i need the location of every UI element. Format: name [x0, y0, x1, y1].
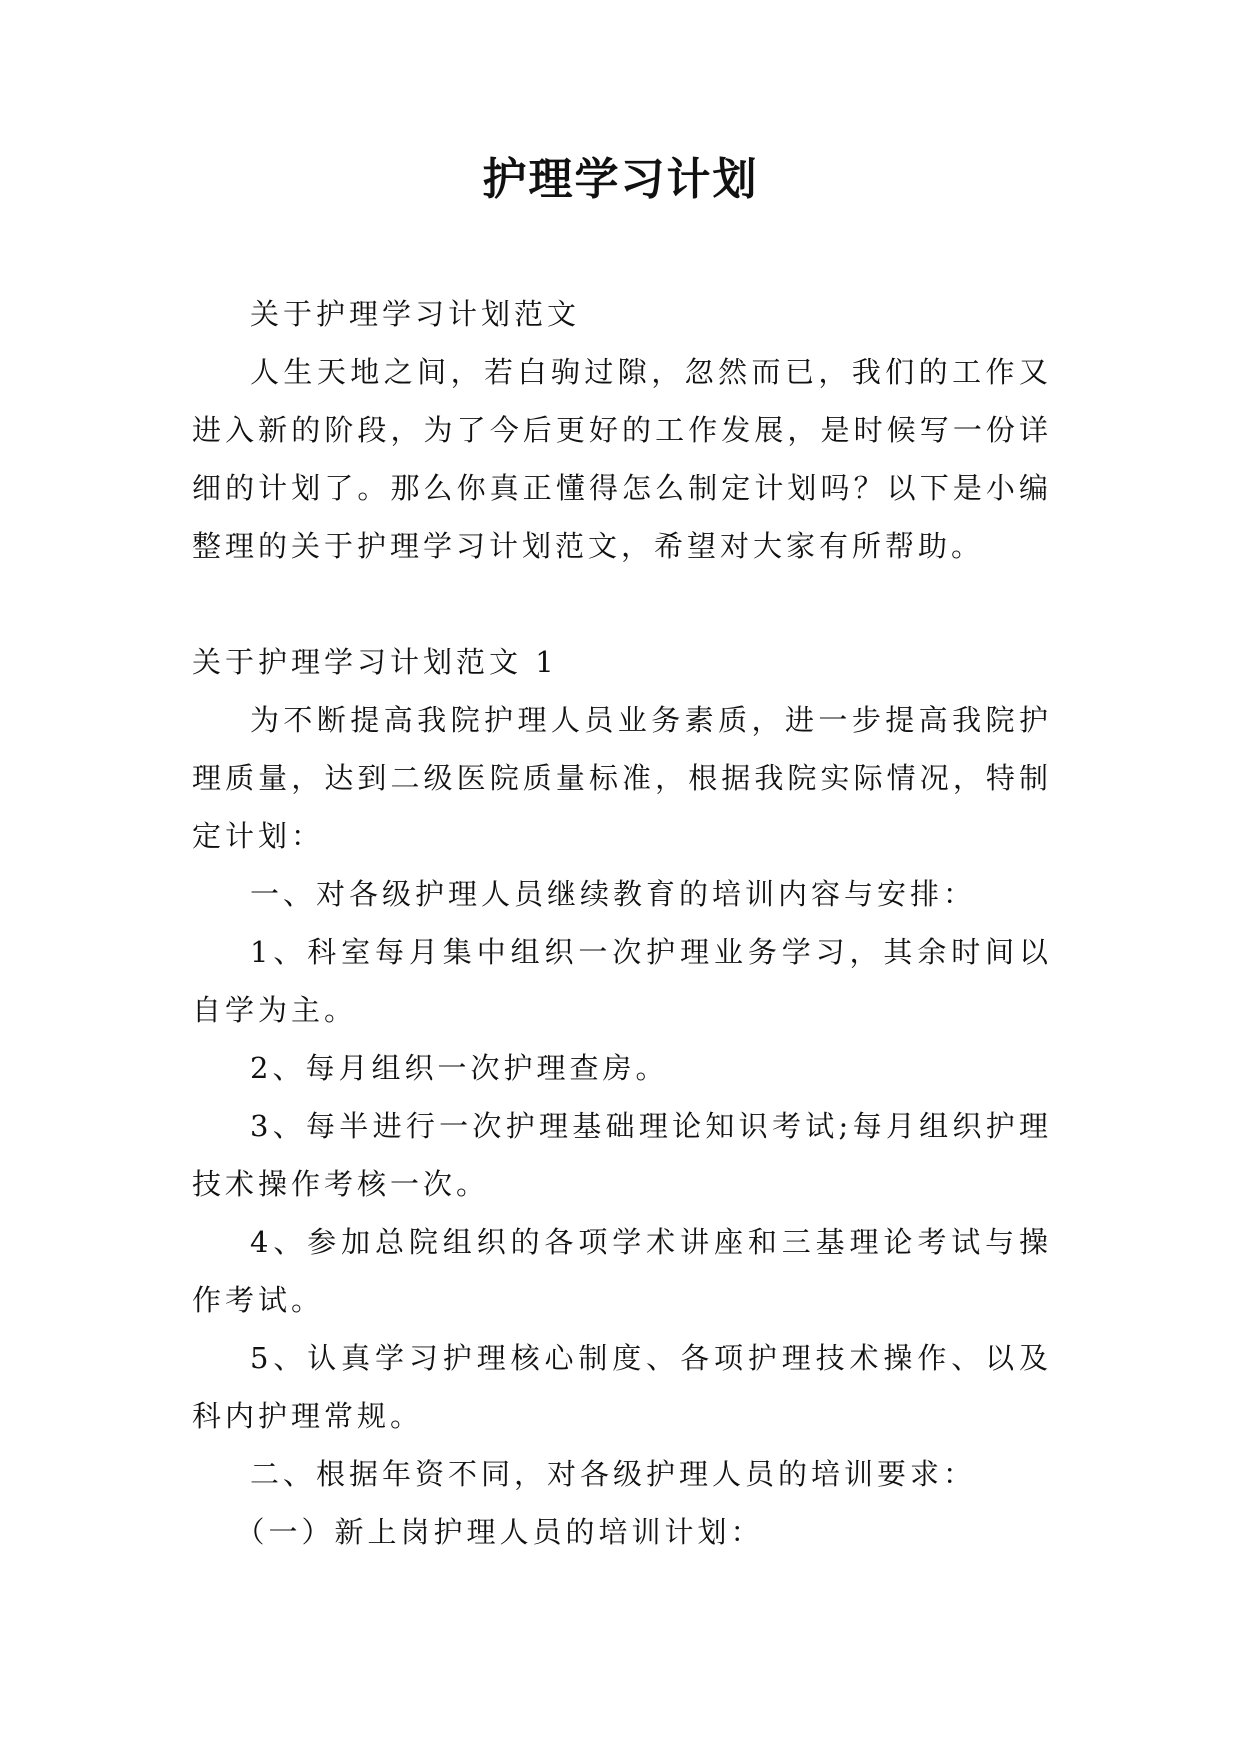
section-intro-paragraph: 为不断提高我院护理人员业务素质，进一步提高我院护理质量，达到二级医院质量标准，根据我院实际情况，特制定计划： [192, 703, 1052, 853]
paragraph-gap [192, 575, 1052, 633]
part-one-heading: 一、对各级护理人员继续教育的培训内容与安排： [250, 877, 977, 911]
list-item: 3、每半进行一次护理基础理论知识考试;每月组织护理技术操作考核一次。 [192, 1109, 1052, 1201]
document-title: 护理学习计划 [482, 154, 759, 205]
intro-heading: 关于护理学习计划范文 [250, 297, 581, 331]
subsection-heading: （一）新上岗护理人员的培训计划： [235, 1515, 764, 1549]
document-body [192, 285, 1052, 1561]
section-heading: 关于护理学习计划范文 1 [192, 645, 558, 679]
part-two-heading: 二、根据年资不同，对各级护理人员的培训要求： [250, 1457, 977, 1491]
list-item: 4、参加总院组织的各项学术讲座和三基理论考试与操作考试。 [192, 1225, 1052, 1317]
intro-paragraph: 人生天地之间，若白驹过隙，忽然而已，我们的工作又进入新的阶段，为了今后更好的工作发展，是时候写一份详细的计划了。那么你真正懂得怎么制定计划吗？以下是小编整理的关于护理学习计划范文，希望对大家有所帮助。 [192, 355, 1052, 563]
list-item: 1、科室每月集中组织一次护理业务学习，其余时间以自学为主。 [192, 935, 1052, 1027]
list-item: 2、每月组织一次护理查房。 [250, 1051, 669, 1085]
list-item: 5、认真学习护理核心制度、各项护理技术操作、以及科内护理常规。 [192, 1341, 1052, 1433]
